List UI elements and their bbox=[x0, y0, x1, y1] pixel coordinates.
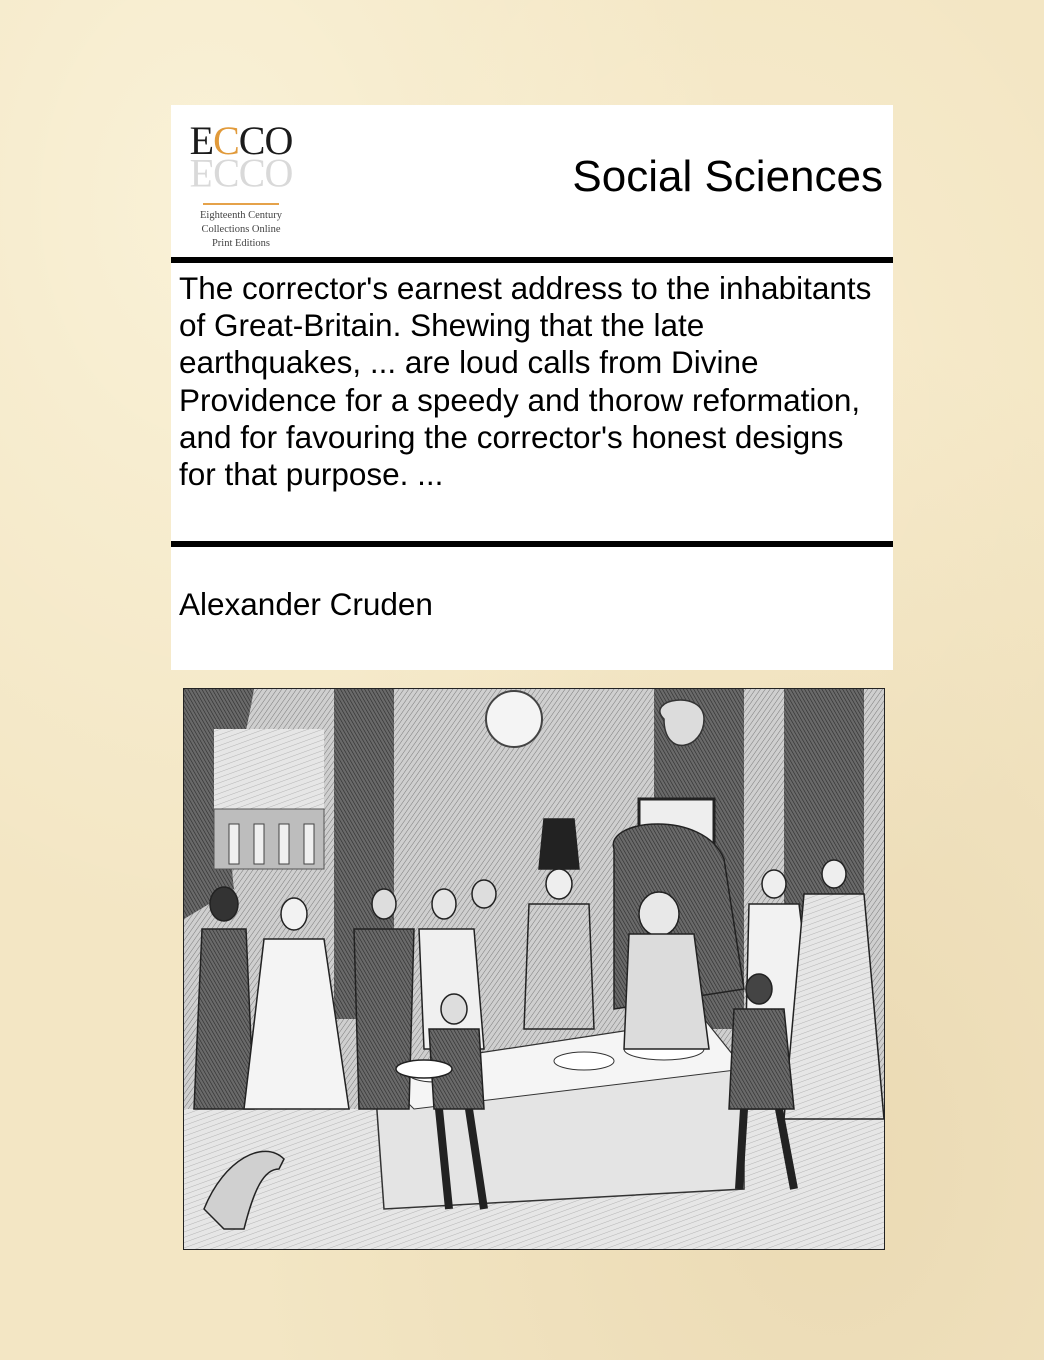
ecco-caption-line: Eighteenth Century bbox=[200, 210, 282, 221]
cover-panel bbox=[171, 105, 893, 670]
engraving-illustration bbox=[184, 689, 885, 1250]
category-label: Social Sciences bbox=[572, 152, 883, 201]
ecco-logo-reflection: ECCO bbox=[189, 151, 293, 196]
ecco-logo-wordmark: ECCO bbox=[189, 118, 293, 163]
divider-rule bbox=[171, 541, 893, 547]
ecco-caption-line: Print Editions bbox=[211, 238, 271, 249]
book-title: The corrector's earnest address to the inhabitants of Great-Britain. Shewing that the late earthquakes, ... are loud calls from Divine Providence for a speedy and thorow reformation, and for favouring the corrector's honest designs for that purpose. ... bbox=[179, 270, 872, 493]
book-author: Alexander Cruden bbox=[179, 586, 433, 622]
ecco-logo-caption bbox=[185, 209, 297, 251]
divider-rule bbox=[171, 257, 893, 263]
cover-header bbox=[171, 105, 893, 257]
ecco-logo-mark bbox=[185, 118, 297, 196]
ecco-caption-line: Collections Online bbox=[201, 224, 281, 235]
ecco-logo-rule bbox=[203, 203, 279, 205]
ecco-logo bbox=[185, 119, 297, 247]
cover-engraving bbox=[183, 688, 885, 1250]
